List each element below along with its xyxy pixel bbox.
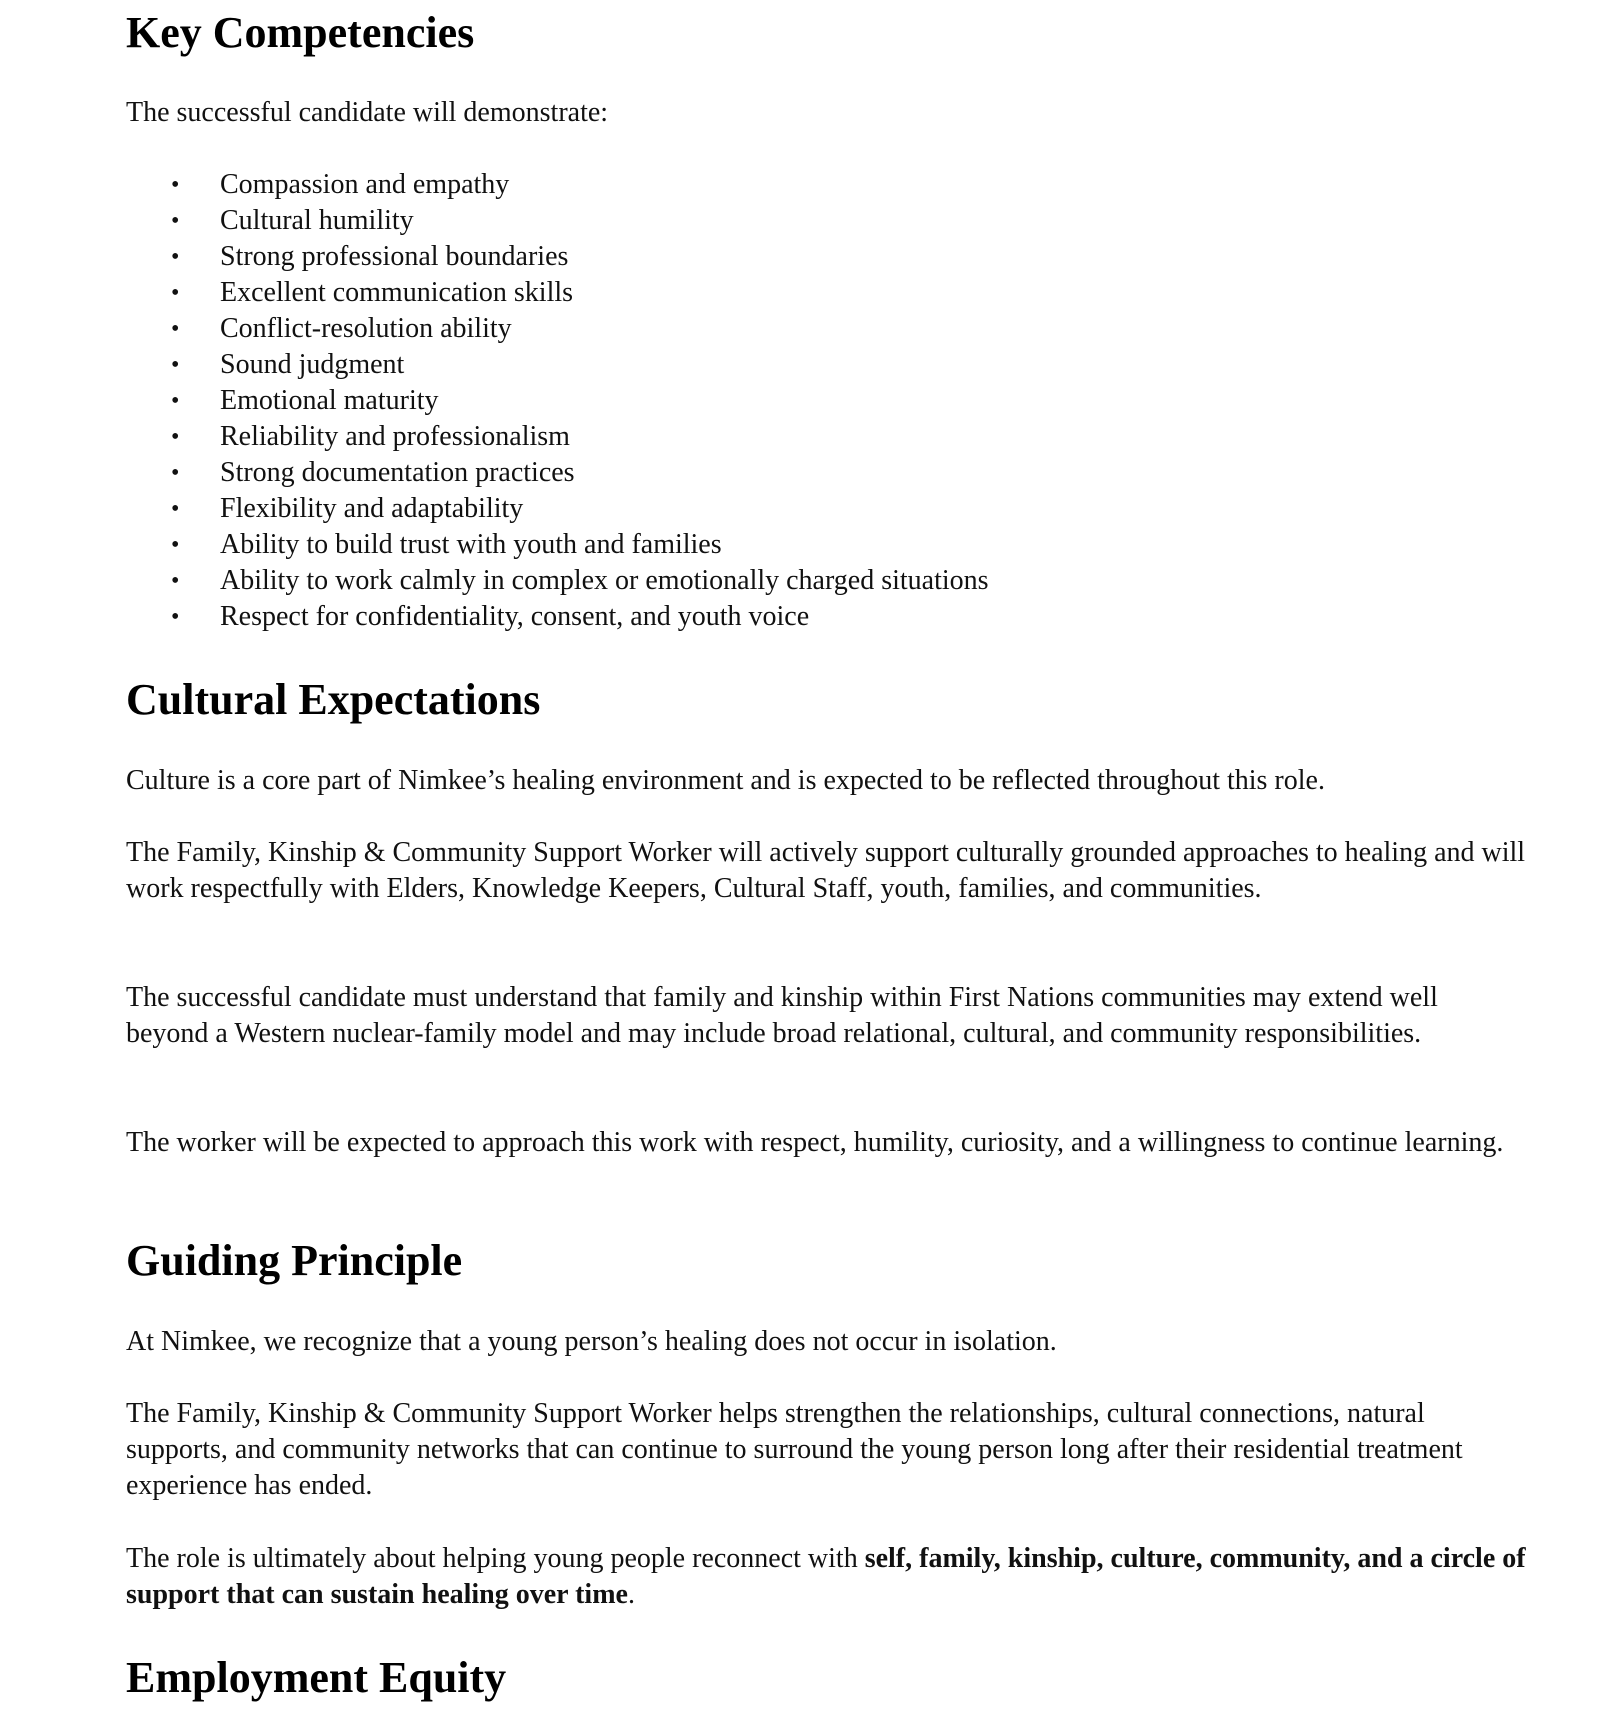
bullet-icon: •: [171, 172, 180, 198]
list-item: • Flexibility and adaptability: [126, 491, 989, 527]
competencies-intro: The successful candidate will demonstrate:: [126, 97, 609, 128]
guiding-paragraph-3-emphasis: self, family, kinship, culture, community, and a circle of support that can sustain healing over time: [126, 1543, 1526, 1610]
bullet-icon: •: [171, 316, 180, 342]
list-item: • Emotional maturity: [126, 383, 989, 419]
cultural-paragraph-2: The Family, Kinship & Community Support Worker will actively support culturally grounded approaches to healing and will work respectfully with Elders, Knowledge Keepers, Cultural Staff, youth, families, and communities.: [126, 837, 1526, 904]
section-heading-cultural-expectations: Cultural Expectations: [126, 675, 541, 724]
list-item: • Compassion and empathy: [126, 167, 989, 203]
guiding-paragraph-3: [126, 1541, 1526, 1613]
bullet-icon: •: [171, 604, 180, 630]
bullet-icon: •: [171, 280, 180, 306]
section-heading-guiding-principle: Guiding Principle: [126, 1236, 463, 1285]
bullet-icon: •: [171, 496, 180, 522]
bullet-icon: •: [171, 352, 180, 378]
cultural-paragraph-3: The successful candidate must understand that family and kinship within First Nations communities may extend well beyond a Western nuclear-family model and may include broad relational, cultural, and community responsibilities.: [126, 982, 1438, 1049]
cultural-paragraph-1: Culture is a core part of Nimkee’s healing environment and is expected to be reflected throughout this role.: [126, 765, 1325, 796]
guiding-paragraph-1: At Nimkee, we recognize that a young person’s healing does not occur in isolation.: [126, 1326, 1057, 1357]
list-item: • Cultural humility: [126, 203, 989, 239]
list-item: • Excellent communication skills: [126, 275, 989, 311]
list-item: • Sound judgment: [126, 347, 989, 383]
cultural-paragraph-4: The worker will be expected to approach this work with respect, humility, curiosity, and a willingness to continue learning.: [126, 1127, 1504, 1158]
bullet-icon: •: [171, 532, 180, 558]
list-item: • Respect for confidentiality, consent, and youth voice: [126, 599, 989, 635]
bullet-icon: •: [171, 568, 180, 594]
list-item: • Strong documentation practices: [126, 455, 989, 491]
list-item: • Reliability and professionalism: [126, 419, 989, 455]
list-item: • Conflict-resolution ability: [126, 311, 989, 347]
bullet-icon: •: [171, 208, 180, 234]
guiding-paragraph-3-end: .: [627, 1579, 635, 1610]
list-item: • Ability to work calmly in complex or emotionally charged situations: [126, 563, 989, 599]
bullet-icon: •: [171, 424, 180, 450]
section-heading-key-competencies: Key Competencies: [126, 8, 475, 57]
list-item: • Strong professional boundaries: [126, 239, 989, 275]
bullet-icon: •: [171, 388, 180, 414]
bullet-icon: •: [171, 460, 180, 486]
section-heading-employment-equity: Employment Equity: [126, 1653, 507, 1702]
competencies-list: [126, 167, 989, 635]
bullet-icon: •: [171, 244, 180, 270]
guiding-paragraph-3-lead: The role is ultimately about helping young people reconnect with: [126, 1543, 865, 1574]
list-item: • Ability to build trust with youth and families: [126, 527, 989, 563]
guiding-paragraph-2: The Family, Kinship & Community Support Worker helps strengthen the relationships, cultural connections, natural supports, and community networks that can continue to surround the young person long after their residential treatment experience has ended.: [126, 1398, 1463, 1501]
